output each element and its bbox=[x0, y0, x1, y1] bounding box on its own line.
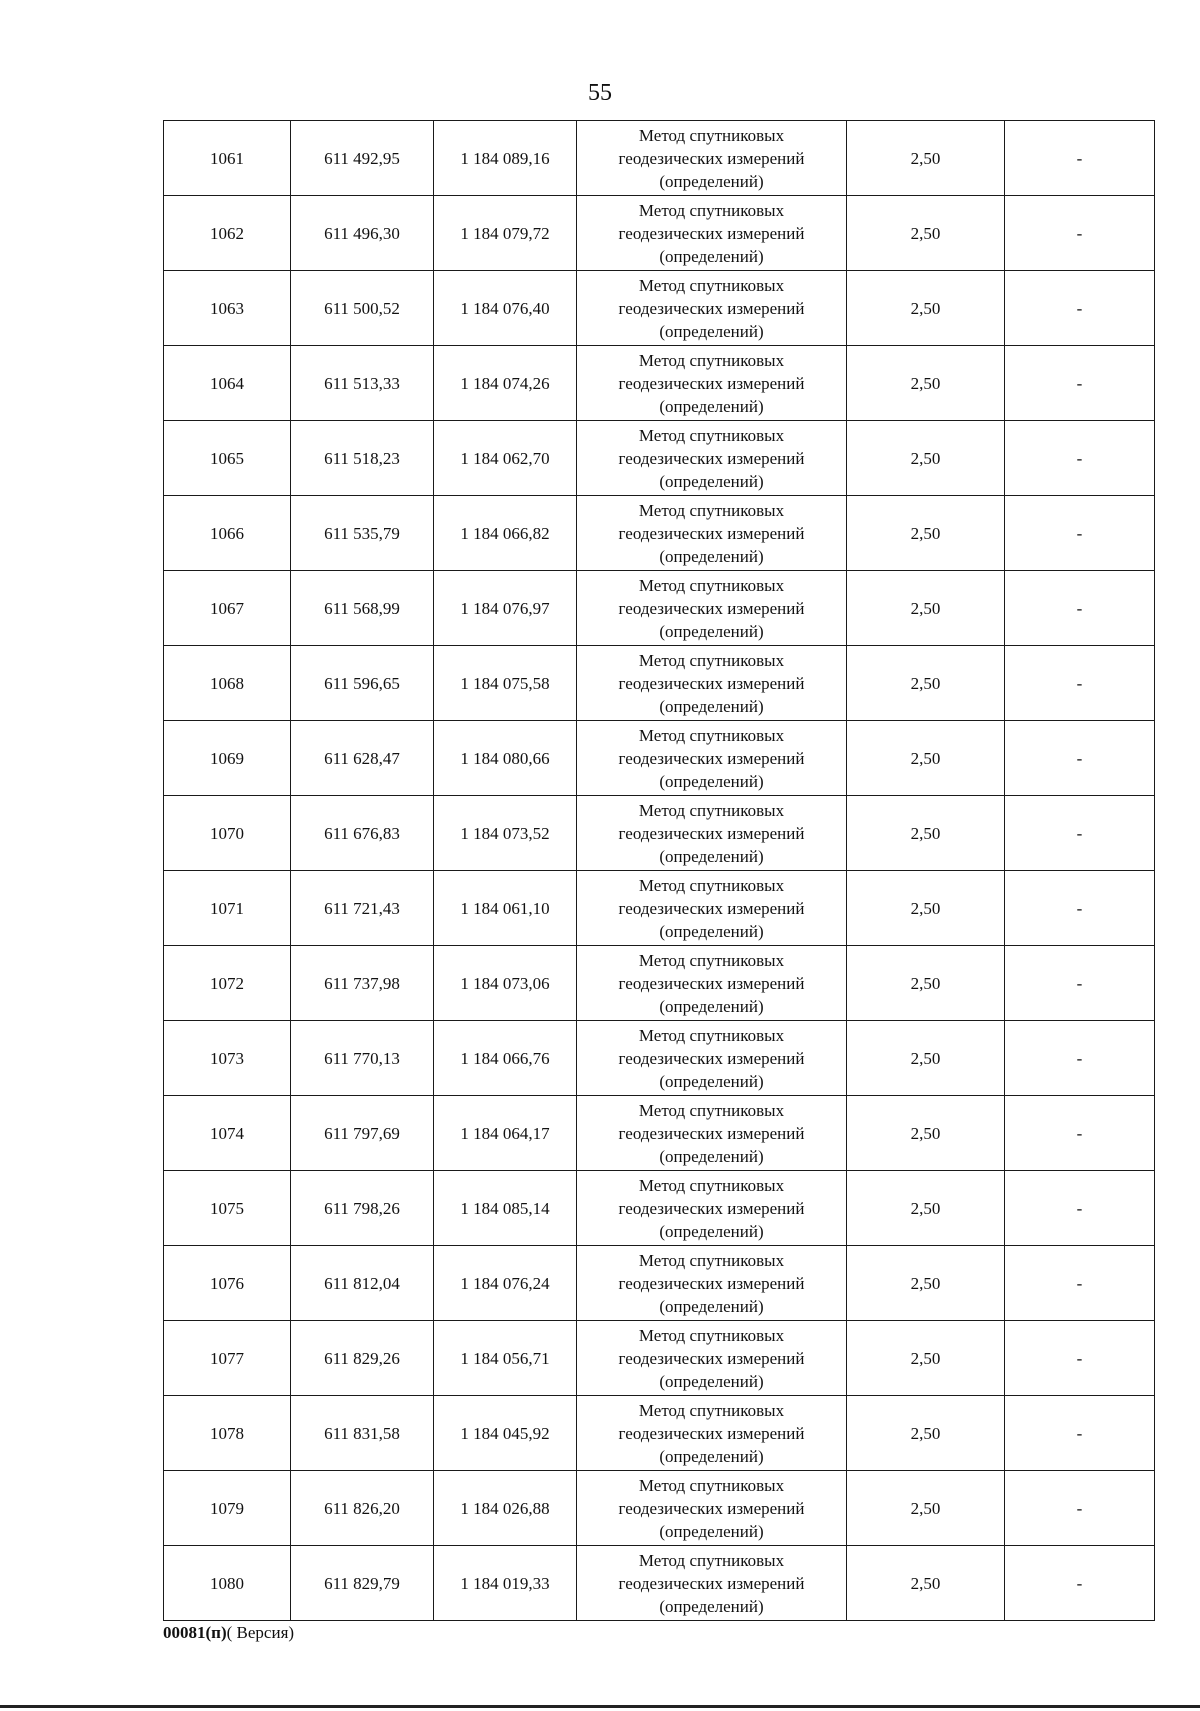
precision-cell: 2,50 bbox=[847, 721, 1005, 796]
point-number-cell: 1074 bbox=[164, 1096, 291, 1171]
x-coordinate-cell: 611 798,26 bbox=[291, 1171, 434, 1246]
table-row bbox=[164, 1396, 1155, 1471]
x-coordinate-cell: 611 496,30 bbox=[291, 196, 434, 271]
method-line: (определений) bbox=[659, 696, 764, 716]
precision-cell: 2,50 bbox=[847, 1471, 1005, 1546]
precision-cell: 2,50 bbox=[847, 571, 1005, 646]
method-line: геодезических измерений bbox=[618, 1048, 805, 1068]
method-line: Метод спутниковых bbox=[638, 800, 785, 820]
method-line: Метод спутниковых bbox=[638, 1475, 785, 1495]
x-coordinate-cell: 611 535,79 bbox=[291, 496, 434, 571]
method-line: Метод спутниковых bbox=[638, 875, 785, 895]
table-row bbox=[164, 1021, 1155, 1096]
point-number-cell: 1069 bbox=[164, 721, 291, 796]
method-line: геодезических измерений bbox=[618, 1273, 805, 1293]
method-line: геодезических измерений bbox=[618, 223, 805, 243]
y-coordinate-cell: 1 184 026,88 bbox=[434, 1471, 577, 1546]
method-line: геодезических измерений bbox=[618, 298, 805, 318]
method-cell bbox=[577, 1396, 847, 1471]
document-footer bbox=[163, 1622, 294, 1644]
table-row bbox=[164, 946, 1155, 1021]
method-cell bbox=[577, 496, 847, 571]
method-line: Метод спутниковых bbox=[638, 650, 785, 670]
precision-cell: 2,50 bbox=[847, 1096, 1005, 1171]
y-coordinate-cell: 1 184 080,66 bbox=[434, 721, 577, 796]
table-row bbox=[164, 271, 1155, 346]
method-line: (определений) bbox=[659, 471, 764, 491]
method-cell bbox=[577, 1246, 847, 1321]
note-cell: - bbox=[1005, 1471, 1155, 1546]
x-coordinate-cell: 611 829,79 bbox=[291, 1546, 434, 1621]
table-row bbox=[164, 1096, 1155, 1171]
table-row bbox=[164, 346, 1155, 421]
point-number-cell: 1076 bbox=[164, 1246, 291, 1321]
method-cell bbox=[577, 1546, 847, 1621]
method-line: Метод спутниковых bbox=[638, 350, 785, 370]
table-row bbox=[164, 1321, 1155, 1396]
method-line: Метод спутниковых bbox=[638, 575, 785, 595]
method-line: (определений) bbox=[659, 1221, 764, 1241]
method-line: геодезических измерений bbox=[618, 748, 805, 768]
note-cell: - bbox=[1005, 571, 1155, 646]
point-number-cell: 1073 bbox=[164, 1021, 291, 1096]
x-coordinate-cell: 611 737,98 bbox=[291, 946, 434, 1021]
point-number-cell: 1066 bbox=[164, 496, 291, 571]
method-line: Метод спутниковых bbox=[638, 1550, 785, 1570]
method-line: геодезических измерений bbox=[618, 1123, 805, 1143]
point-number-cell: 1062 bbox=[164, 196, 291, 271]
table-row bbox=[164, 1471, 1155, 1546]
y-coordinate-cell: 1 184 073,52 bbox=[434, 796, 577, 871]
x-coordinate-cell: 611 826,20 bbox=[291, 1471, 434, 1546]
method-line: геодезических измерений bbox=[618, 1423, 805, 1443]
method-line: геодезических измерений bbox=[618, 898, 805, 918]
method-line: (определений) bbox=[659, 1071, 764, 1091]
table-row bbox=[164, 421, 1155, 496]
y-coordinate-cell: 1 184 075,58 bbox=[434, 646, 577, 721]
point-number-cell: 1064 bbox=[164, 346, 291, 421]
method-cell bbox=[577, 1471, 847, 1546]
note-cell: - bbox=[1005, 271, 1155, 346]
table-row bbox=[164, 1171, 1155, 1246]
method-line: Метод спутниковых bbox=[638, 950, 785, 970]
method-line: геодезических измерений bbox=[618, 1573, 805, 1593]
page-number: 55 bbox=[588, 80, 612, 106]
method-line: (определений) bbox=[659, 1596, 764, 1616]
precision-cell: 2,50 bbox=[847, 1021, 1005, 1096]
method-line: Метод спутниковых bbox=[638, 275, 785, 295]
point-number-cell: 1077 bbox=[164, 1321, 291, 1396]
precision-cell: 2,50 bbox=[847, 1246, 1005, 1321]
table-row bbox=[164, 196, 1155, 271]
y-coordinate-cell: 1 184 066,82 bbox=[434, 496, 577, 571]
table-row bbox=[164, 121, 1155, 196]
precision-cell: 2,50 bbox=[847, 1546, 1005, 1621]
scan-edge-line bbox=[0, 1705, 1200, 1708]
method-cell bbox=[577, 1321, 847, 1396]
point-number-cell: 1079 bbox=[164, 1471, 291, 1546]
precision-cell: 2,50 bbox=[847, 1321, 1005, 1396]
method-line: Метод спутниковых bbox=[638, 1400, 785, 1420]
coordinates-table bbox=[163, 120, 1155, 1621]
y-coordinate-cell: 1 184 073,06 bbox=[434, 946, 577, 1021]
method-line: геодезических измерений bbox=[618, 523, 805, 543]
table-body bbox=[164, 121, 1155, 1621]
method-line: Метод спутниковых bbox=[638, 1175, 785, 1195]
y-coordinate-cell: 1 184 045,92 bbox=[434, 1396, 577, 1471]
method-line: (определений) bbox=[659, 396, 764, 416]
method-line: (определений) bbox=[659, 246, 764, 266]
method-line: (определений) bbox=[659, 1521, 764, 1541]
method-cell bbox=[577, 1096, 847, 1171]
method-line: (определений) bbox=[659, 321, 764, 341]
table-row bbox=[164, 1246, 1155, 1321]
table-row bbox=[164, 1546, 1155, 1621]
method-line: геодезических измерений bbox=[618, 973, 805, 993]
method-cell bbox=[577, 121, 847, 196]
table-row bbox=[164, 871, 1155, 946]
method-cell bbox=[577, 571, 847, 646]
method-line: (определений) bbox=[659, 621, 764, 641]
method-line: геодезических измерений bbox=[618, 673, 805, 693]
note-cell: - bbox=[1005, 1396, 1155, 1471]
point-number-cell: 1080 bbox=[164, 1546, 291, 1621]
y-coordinate-cell: 1 184 056,71 bbox=[434, 1321, 577, 1396]
note-cell: - bbox=[1005, 871, 1155, 946]
x-coordinate-cell: 611 518,23 bbox=[291, 421, 434, 496]
y-coordinate-cell: 1 184 076,24 bbox=[434, 1246, 577, 1321]
y-coordinate-cell: 1 184 076,97 bbox=[434, 571, 577, 646]
method-line: Метод спутниковых bbox=[638, 500, 785, 520]
x-coordinate-cell: 611 628,47 bbox=[291, 721, 434, 796]
table-row bbox=[164, 796, 1155, 871]
point-number-cell: 1072 bbox=[164, 946, 291, 1021]
method-line: Метод спутниковых bbox=[638, 1250, 785, 1270]
y-coordinate-cell: 1 184 061,10 bbox=[434, 871, 577, 946]
y-coordinate-cell: 1 184 089,16 bbox=[434, 121, 577, 196]
method-line: (определений) bbox=[659, 171, 764, 191]
y-coordinate-cell: 1 184 062,70 bbox=[434, 421, 577, 496]
method-line: Метод спутниковых bbox=[638, 125, 785, 145]
method-line: геодезических измерений bbox=[618, 1498, 805, 1518]
method-cell bbox=[577, 871, 847, 946]
precision-cell: 2,50 bbox=[847, 1396, 1005, 1471]
method-line: (определений) bbox=[659, 1371, 764, 1391]
note-cell: - bbox=[1005, 421, 1155, 496]
method-cell bbox=[577, 196, 847, 271]
table-row bbox=[164, 496, 1155, 571]
note-cell: - bbox=[1005, 946, 1155, 1021]
note-cell: - bbox=[1005, 796, 1155, 871]
note-cell: - bbox=[1005, 121, 1155, 196]
precision-cell: 2,50 bbox=[847, 121, 1005, 196]
x-coordinate-cell: 611 831,58 bbox=[291, 1396, 434, 1471]
method-line: геодезических измерений bbox=[618, 1198, 805, 1218]
method-cell bbox=[577, 346, 847, 421]
method-line: геодезических измерений bbox=[618, 1348, 805, 1368]
method-line: Метод спутниковых bbox=[638, 1325, 785, 1345]
point-number-cell: 1067 bbox=[164, 571, 291, 646]
precision-cell: 2,50 bbox=[847, 271, 1005, 346]
point-number-cell: 1063 bbox=[164, 271, 291, 346]
method-cell bbox=[577, 946, 847, 1021]
table-row bbox=[164, 646, 1155, 721]
point-number-cell: 1075 bbox=[164, 1171, 291, 1246]
x-coordinate-cell: 611 596,65 bbox=[291, 646, 434, 721]
method-line: геодезических измерений bbox=[618, 373, 805, 393]
method-cell bbox=[577, 796, 847, 871]
note-cell: - bbox=[1005, 196, 1155, 271]
precision-cell: 2,50 bbox=[847, 496, 1005, 571]
y-coordinate-cell: 1 184 064,17 bbox=[434, 1096, 577, 1171]
note-cell: - bbox=[1005, 346, 1155, 421]
x-coordinate-cell: 611 513,33 bbox=[291, 346, 434, 421]
method-line: (определений) bbox=[659, 1446, 764, 1466]
point-number-cell: 1068 bbox=[164, 646, 291, 721]
method-line: Метод спутниковых bbox=[638, 725, 785, 745]
y-coordinate-cell: 1 184 019,33 bbox=[434, 1546, 577, 1621]
method-line: геодезических измерений bbox=[618, 598, 805, 618]
method-cell bbox=[577, 721, 847, 796]
method-cell bbox=[577, 646, 847, 721]
method-line: геодезических измерений bbox=[618, 148, 805, 168]
table-row bbox=[164, 721, 1155, 796]
x-coordinate-cell: 611 797,69 bbox=[291, 1096, 434, 1171]
note-cell: - bbox=[1005, 1546, 1155, 1621]
note-cell: - bbox=[1005, 1171, 1155, 1246]
precision-cell: 2,50 bbox=[847, 196, 1005, 271]
point-number-cell: 1065 bbox=[164, 421, 291, 496]
x-coordinate-cell: 611 770,13 bbox=[291, 1021, 434, 1096]
method-line: Метод спутниковых bbox=[638, 1100, 785, 1120]
y-coordinate-cell: 1 184 079,72 bbox=[434, 196, 577, 271]
x-coordinate-cell: 611 568,99 bbox=[291, 571, 434, 646]
method-line: (определений) bbox=[659, 1296, 764, 1316]
method-line: (определений) bbox=[659, 1146, 764, 1166]
note-cell: - bbox=[1005, 496, 1155, 571]
y-coordinate-cell: 1 184 074,26 bbox=[434, 346, 577, 421]
method-line: (определений) bbox=[659, 546, 764, 566]
note-cell: - bbox=[1005, 1321, 1155, 1396]
point-number-cell: 1071 bbox=[164, 871, 291, 946]
note-cell: - bbox=[1005, 1096, 1155, 1171]
method-line: (определений) bbox=[659, 921, 764, 941]
point-number-cell: 1061 bbox=[164, 121, 291, 196]
method-line: Метод спутниковых bbox=[638, 1025, 785, 1045]
x-coordinate-cell: 611 812,04 bbox=[291, 1246, 434, 1321]
method-line: Метод спутниковых bbox=[638, 425, 785, 445]
note-cell: - bbox=[1005, 646, 1155, 721]
precision-cell: 2,50 bbox=[847, 871, 1005, 946]
method-line: (определений) bbox=[659, 846, 764, 866]
precision-cell: 2,50 bbox=[847, 796, 1005, 871]
method-line: (определений) bbox=[659, 996, 764, 1016]
y-coordinate-cell: 1 184 085,14 bbox=[434, 1171, 577, 1246]
point-number-cell: 1078 bbox=[164, 1396, 291, 1471]
note-cell: - bbox=[1005, 1021, 1155, 1096]
method-cell bbox=[577, 1171, 847, 1246]
note-cell: - bbox=[1005, 1246, 1155, 1321]
x-coordinate-cell: 611 492,95 bbox=[291, 121, 434, 196]
x-coordinate-cell: 611 829,26 bbox=[291, 1321, 434, 1396]
table-row bbox=[164, 571, 1155, 646]
x-coordinate-cell: 611 500,52 bbox=[291, 271, 434, 346]
x-coordinate-cell: 611 721,43 bbox=[291, 871, 434, 946]
method-line: геодезических измерений bbox=[618, 823, 805, 843]
method-cell bbox=[577, 421, 847, 496]
method-line: (определений) bbox=[659, 771, 764, 791]
precision-cell: 2,50 bbox=[847, 946, 1005, 1021]
document-code: 00081(п) bbox=[163, 1623, 227, 1642]
method-cell bbox=[577, 271, 847, 346]
method-line: геодезических измерений bbox=[618, 448, 805, 468]
method-line: Метод спутниковых bbox=[638, 200, 785, 220]
precision-cell: 2,50 bbox=[847, 346, 1005, 421]
y-coordinate-cell: 1 184 066,76 bbox=[434, 1021, 577, 1096]
precision-cell: 2,50 bbox=[847, 421, 1005, 496]
point-number-cell: 1070 bbox=[164, 796, 291, 871]
method-cell bbox=[577, 1021, 847, 1096]
precision-cell: 2,50 bbox=[847, 646, 1005, 721]
precision-cell: 2,50 bbox=[847, 1171, 1005, 1246]
y-coordinate-cell: 1 184 076,40 bbox=[434, 271, 577, 346]
x-coordinate-cell: 611 676,83 bbox=[291, 796, 434, 871]
note-cell: - bbox=[1005, 721, 1155, 796]
document-version: ( Версия) bbox=[226, 1623, 295, 1642]
